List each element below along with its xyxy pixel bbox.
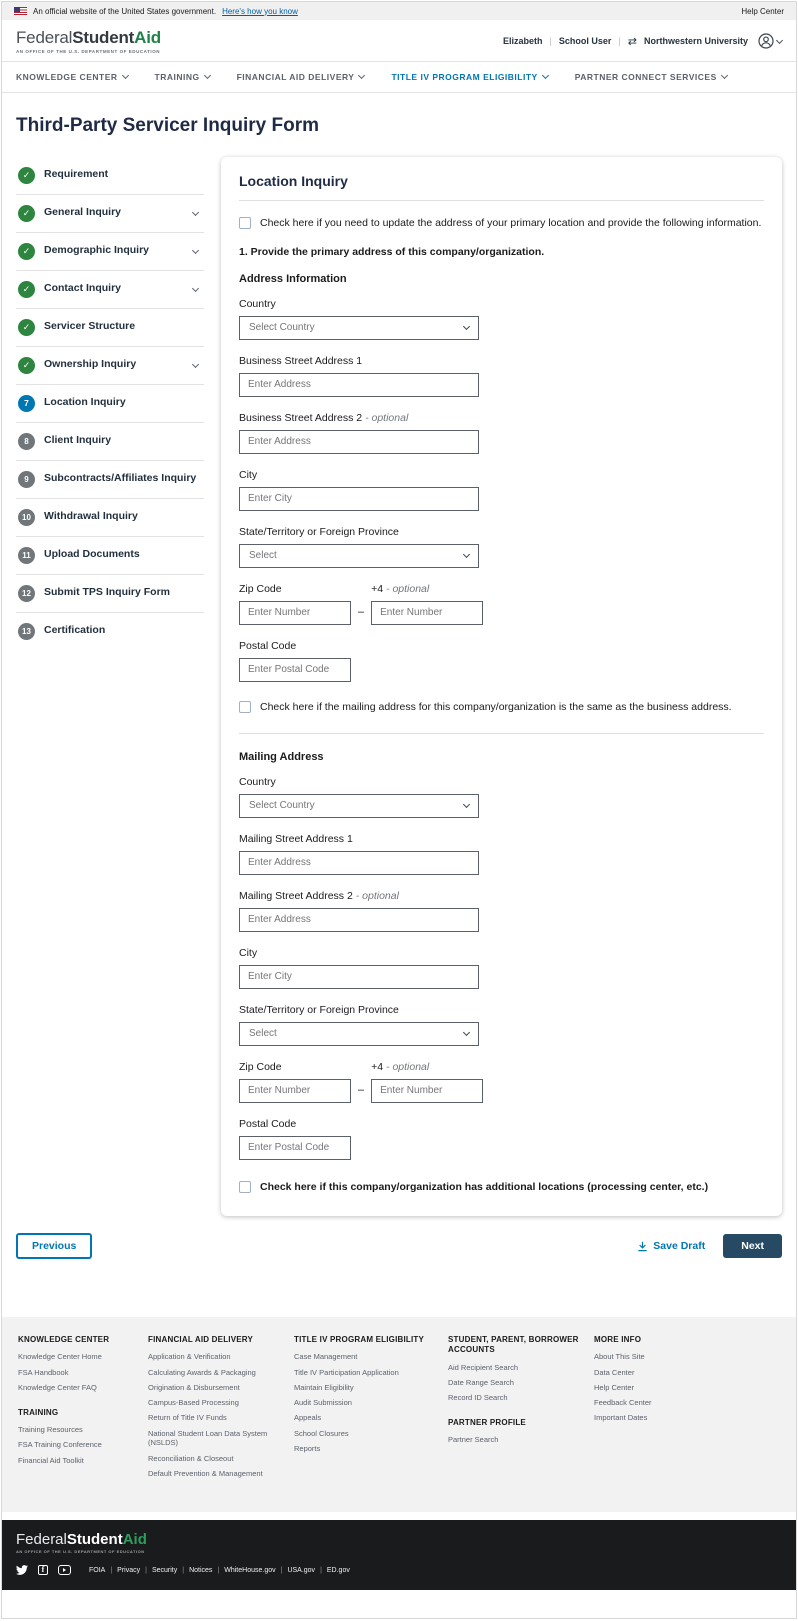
legal-link[interactable]: Privacy <box>117 1566 141 1574</box>
nav-partner-connect-services[interactable] <box>575 72 727 82</box>
page-title: Third-Party Servicer Inquiry Form <box>16 114 320 136</box>
zip-label: Zip Code <box>239 1060 282 1073</box>
legal-link[interactable]: WhiteHouse.gov <box>224 1566 276 1574</box>
chevron-down-icon <box>204 72 211 79</box>
step-number-icon: 9 <box>18 471 35 488</box>
step-number-icon: 7 <box>18 395 35 412</box>
card-title: Location Inquiry <box>239 173 764 201</box>
form-actions <box>16 1233 782 1259</box>
site-header <box>2 20 796 61</box>
business-country-select[interactable] <box>239 316 479 340</box>
step-client-inquiry[interactable] <box>16 423 204 461</box>
step-ownership-inquiry[interactable] <box>16 347 204 385</box>
chevron-down-icon <box>776 37 783 44</box>
legal-separator: | <box>182 1566 185 1574</box>
logo-aid: Aid <box>134 28 161 47</box>
nav-label: TRAINING <box>154 71 200 82</box>
state-label: State/Territory or Foreign Province <box>239 1003 399 1016</box>
street1-label: Business Street Address 1 <box>239 354 363 367</box>
logo-tagline: AN OFFICE OF THE U.S. DEPARTMENT OF EDUCATION <box>16 1549 145 1555</box>
chevron-down-icon <box>463 551 470 558</box>
logo-tagline: AN OFFICE OF THE U.S. DEPARTMENT OF EDUCATION <box>16 48 161 54</box>
nav-knowledge-center[interactable] <box>16 72 128 82</box>
step-subcontracts-affiliates-inquiry[interactable] <box>16 461 204 499</box>
business-state-select[interactable] <box>239 544 479 568</box>
check-circle-icon: ✓ <box>18 357 35 374</box>
step-submit-tps-inquiry-form[interactable] <box>16 575 204 613</box>
main-content <box>2 93 796 1260</box>
check-circle-icon: ✓ <box>18 281 35 298</box>
header-separator: | <box>549 36 552 47</box>
footer-link[interactable]: Maintain Eligibility <box>294 1382 354 1392</box>
footer-link[interactable]: Case Management <box>294 1352 358 1362</box>
zip-label: Zip Code <box>239 582 282 595</box>
youtube-icon[interactable] <box>58 1565 71 1575</box>
footer-link[interactable]: Appeals <box>294 1413 322 1423</box>
save-draft-button[interactable]: Save Draft <box>637 1240 705 1252</box>
address-information-heading: Address Information <box>239 272 347 285</box>
logo-federal: Federal <box>16 28 73 47</box>
footer-link[interactable]: Record ID Search <box>448 1393 508 1403</box>
user-name: Elizabeth <box>503 36 543 47</box>
footer-link[interactable]: Origination & Disbursement <box>148 1382 240 1392</box>
checkbox-icon[interactable] <box>239 701 251 713</box>
fsa-logo-text <box>16 29 161 46</box>
section-divider <box>239 733 764 734</box>
legal-separator: | <box>320 1566 322 1574</box>
footer-link[interactable]: About This Site <box>594 1352 645 1362</box>
footer-link[interactable]: Training Resources <box>18 1425 83 1435</box>
footer-link[interactable]: Default Prevention & Management <box>148 1468 263 1478</box>
nav-label: PARTNER CONNECT SERVICES <box>574 71 717 82</box>
user-role: School User <box>558 36 612 47</box>
select-placeholder: Select <box>249 550 277 562</box>
footer-link[interactable]: Aid Recipient Search <box>448 1362 519 1372</box>
nav-financial-aid-delivery[interactable] <box>237 72 365 82</box>
legal-link[interactable]: ED.gov <box>326 1566 350 1574</box>
legal-separator: | <box>217 1566 220 1574</box>
step-number-icon: 8 <box>18 433 35 450</box>
step-label: Withdrawal Inquiry <box>44 510 138 523</box>
footer-link[interactable]: Calculating Awards & Packaging <box>148 1367 256 1377</box>
footer-link[interactable]: Financial Aid Toolkit <box>18 1455 84 1465</box>
step-label: Servicer Structure <box>44 320 136 333</box>
business-street1-input[interactable] <box>239 373 479 397</box>
step-label: Client Inquiry <box>44 434 112 447</box>
footer-link[interactable]: Help Center <box>594 1382 635 1392</box>
postal-label: Postal Code <box>239 639 297 652</box>
footer-link[interactable]: Important Dates <box>594 1413 648 1423</box>
step-label: General Inquiry <box>44 206 122 219</box>
footer-heading: STUDENT, PARENT, BORROWER ACCOUNTS <box>448 1335 579 1355</box>
update-address-checkbox-row[interactable] <box>239 216 764 230</box>
logo-federal: Federal <box>16 1531 67 1549</box>
legal-links <box>89 1567 350 1574</box>
footer-link[interactable]: Date Range Search <box>448 1378 514 1388</box>
logo-aid: Aid <box>122 1531 147 1549</box>
mailing-country-select[interactable] <box>239 794 479 818</box>
additional-locations-checkbox-row[interactable] <box>239 1180 764 1194</box>
select-placeholder: Select Country <box>249 800 315 812</box>
page-container <box>1 1 797 1619</box>
chevron-down-icon <box>721 72 728 79</box>
legal-separator: | <box>110 1566 113 1574</box>
mailing-city-input[interactable] <box>239 965 479 989</box>
chevron-down-icon <box>463 1029 470 1036</box>
business-postal-input[interactable] <box>239 658 351 682</box>
footer-link[interactable]: Campus-Based Processing <box>148 1398 239 1408</box>
step-upload-documents[interactable] <box>16 537 204 575</box>
primary-nav <box>2 61 796 93</box>
footer-link[interactable]: Knowledge Center Home <box>18 1352 102 1362</box>
step-label: Contact Inquiry <box>44 282 122 295</box>
mailing-state-select[interactable] <box>239 1022 479 1046</box>
check-circle-icon: ✓ <box>18 167 35 184</box>
step-contact-inquiry[interactable] <box>16 271 204 309</box>
official-banner <box>2 2 796 20</box>
checkbox-label: Check here if you need to update the address of your primary location and provide the following information. <box>260 216 762 229</box>
footer-link[interactable]: Audit Submission <box>294 1398 352 1408</box>
check-circle-icon: ✓ <box>18 205 35 222</box>
mailing-postal-input[interactable] <box>239 1136 351 1160</box>
street2-label: Mailing Street Address 2 - optional <box>239 889 399 902</box>
chevron-down-icon <box>463 323 470 330</box>
checkbox-icon[interactable] <box>239 217 251 229</box>
footer-heading: FINANCIAL AID DELIVERY <box>148 1335 253 1345</box>
select-placeholder: Select <box>249 1028 277 1040</box>
step-certification[interactable] <box>16 613 204 650</box>
check-circle-icon: ✓ <box>18 243 35 260</box>
step-label: Subcontracts/Affiliates Inquiry <box>44 472 197 485</box>
official-text: An official website of the United States government. <box>33 6 217 16</box>
state-label: State/Territory or Foreign Province <box>239 525 399 538</box>
country-label: Country <box>239 297 276 310</box>
footer-link[interactable]: FSA Training Conference <box>18 1440 102 1450</box>
nav-label: KNOWLEDGE CENTER <box>16 71 118 82</box>
nav-title-iv-program-eligibility[interactable] <box>391 72 547 82</box>
step-number-icon: 12 <box>18 585 35 602</box>
step-number-icon: 11 <box>18 547 35 564</box>
street1-label: Mailing Street Address 1 <box>239 832 353 845</box>
step-general-inquiry[interactable] <box>16 195 204 233</box>
help-center-link[interactable]: Help Center <box>741 6 784 16</box>
step-label: Certification <box>44 624 106 637</box>
checkbox-label: Check here if this company/organization has additional locations (processing center, etc.) <box>260 1180 709 1193</box>
zip-separator: – <box>358 605 365 618</box>
city-label: City <box>239 946 258 959</box>
chevron-down-icon[interactable] <box>192 360 199 367</box>
mailing-street1-input[interactable] <box>239 851 479 875</box>
step-label: Requirement <box>44 168 109 181</box>
footer-link[interactable]: Return of Title IV Funds <box>148 1413 227 1423</box>
how-you-know-link[interactable]: Here's how you know <box>222 6 298 16</box>
city-label: City <box>239 468 258 481</box>
business-zip4-input[interactable] <box>371 601 483 625</box>
footer-link[interactable]: Data Center <box>594 1367 635 1377</box>
step-demographic-inquiry[interactable] <box>16 233 204 271</box>
footer-link[interactable]: School Closures <box>294 1428 349 1438</box>
step-location-inquiry[interactable] <box>16 385 204 423</box>
previous-button[interactable]: Previous <box>16 1233 92 1259</box>
twitter-icon[interactable] <box>16 1564 28 1576</box>
social-row <box>16 1564 782 1576</box>
legal-link[interactable]: Notices <box>189 1566 213 1574</box>
footer-heading: PARTNER PROFILE <box>448 1418 526 1428</box>
chevron-down-icon[interactable] <box>192 284 199 291</box>
footer-link[interactable]: Feedback Center <box>594 1398 652 1408</box>
fsa-logo-dark[interactable] <box>16 1532 782 1554</box>
mailing-street2-input[interactable] <box>239 908 479 932</box>
footer-link[interactable]: FSA Handbook <box>18 1367 69 1377</box>
chevron-down-icon <box>463 801 470 808</box>
site-footer <box>2 1317 796 1512</box>
legal-link[interactable]: FOIA <box>89 1566 106 1574</box>
step-number-icon: 10 <box>18 509 35 526</box>
postal-label: Postal Code <box>239 1117 297 1130</box>
footer-link[interactable]: Reconciliation & Closeout <box>148 1453 234 1463</box>
location-inquiry-card <box>221 157 782 1217</box>
footer-link[interactable]: Application & Verification <box>148 1352 231 1362</box>
nav-training[interactable] <box>155 72 210 82</box>
step-withdrawal-inquiry[interactable] <box>16 499 204 537</box>
footer-heading: MORE INFO <box>594 1335 642 1345</box>
step-label: Ownership Inquiry <box>44 358 137 371</box>
legal-separator: | <box>145 1566 147 1574</box>
footer-link[interactable]: Knowledge Center FAQ <box>18 1382 97 1392</box>
mailing-address-heading: Mailing Address <box>239 750 324 763</box>
chevron-down-icon[interactable] <box>192 208 199 215</box>
zip-plus4-label: +4 - optional <box>371 1060 430 1073</box>
business-city-input[interactable] <box>239 487 479 511</box>
nav-label: TITLE IV PROGRAM ELIGIBILITY <box>391 71 538 82</box>
step-label: Location Inquiry <box>44 396 126 409</box>
step-servicer-structure[interactable] <box>16 309 204 347</box>
step-number-icon: 13 <box>18 623 35 640</box>
chevron-down-icon <box>121 72 128 79</box>
zip-separator: – <box>358 1083 365 1096</box>
save-icon <box>637 1241 648 1252</box>
user-area <box>503 33 782 49</box>
mailing-zip4-input[interactable] <box>371 1079 483 1103</box>
street2-label: Business Street Address 2 - optional <box>239 411 409 424</box>
step-label: Demographic Inquiry <box>44 244 150 257</box>
next-button[interactable]: Next <box>723 1234 782 1258</box>
form-stepper <box>16 157 204 650</box>
zip-plus4-label: +4 - optional <box>371 582 430 595</box>
footer-heading: KNOWLEDGE CENTER <box>18 1335 110 1345</box>
footer-link[interactable]: Title IV Participation Application <box>294 1367 399 1377</box>
footer-heading: TITLE IV PROGRAM ELIGIBILITY <box>294 1335 425 1345</box>
legal-separator: | <box>280 1566 283 1574</box>
footer-link[interactable]: National Student Loan Data System (NSLDS) <box>148 1428 268 1448</box>
footer-link[interactable]: Reports <box>294 1443 321 1453</box>
dark-footer <box>2 1520 796 1590</box>
check-circle-icon: ✓ <box>18 319 35 336</box>
chevron-down-icon <box>542 72 549 79</box>
footer-heading: TRAINING <box>18 1407 59 1417</box>
same-address-checkbox-row[interactable] <box>239 700 764 714</box>
nav-label: FINANCIAL AID DELIVERY <box>236 71 355 82</box>
select-placeholder: Select Country <box>249 322 315 334</box>
person-icon <box>758 33 774 49</box>
question-text: 1. Provide the primary address of this company/organization. <box>239 245 545 258</box>
facebook-icon[interactable]: f <box>38 1565 48 1575</box>
organization-name[interactable]: Northwestern University <box>643 36 748 47</box>
header-separator: | <box>618 36 621 47</box>
logo-student: Student <box>66 1531 123 1549</box>
step-label: Upload Documents <box>44 548 140 561</box>
fsa-logo[interactable] <box>16 29 161 54</box>
switch-organization-icon[interactable]: ⇄ <box>627 35 637 48</box>
legal-link[interactable]: USA.gov <box>287 1566 316 1574</box>
account-menu-button[interactable] <box>758 33 782 49</box>
logo-student: Student <box>72 28 135 47</box>
checkbox-label: Check here if the mailing address for this company/organization is the same as the business address. <box>260 700 732 713</box>
step-requirement[interactable] <box>16 157 204 195</box>
chevron-down-icon <box>358 72 365 79</box>
mailing-zip-input[interactable] <box>239 1079 351 1103</box>
business-zip-input[interactable] <box>239 601 351 625</box>
checkbox-icon[interactable] <box>239 1181 251 1193</box>
business-street2-input[interactable] <box>239 430 479 454</box>
footer-link[interactable]: Partner Search <box>448 1435 499 1445</box>
legal-link[interactable]: Security <box>151 1566 178 1574</box>
country-label: Country <box>239 775 276 788</box>
us-flag-icon <box>14 7 27 15</box>
chevron-down-icon[interactable] <box>192 246 199 253</box>
step-label: Submit TPS Inquiry Form <box>44 586 171 599</box>
